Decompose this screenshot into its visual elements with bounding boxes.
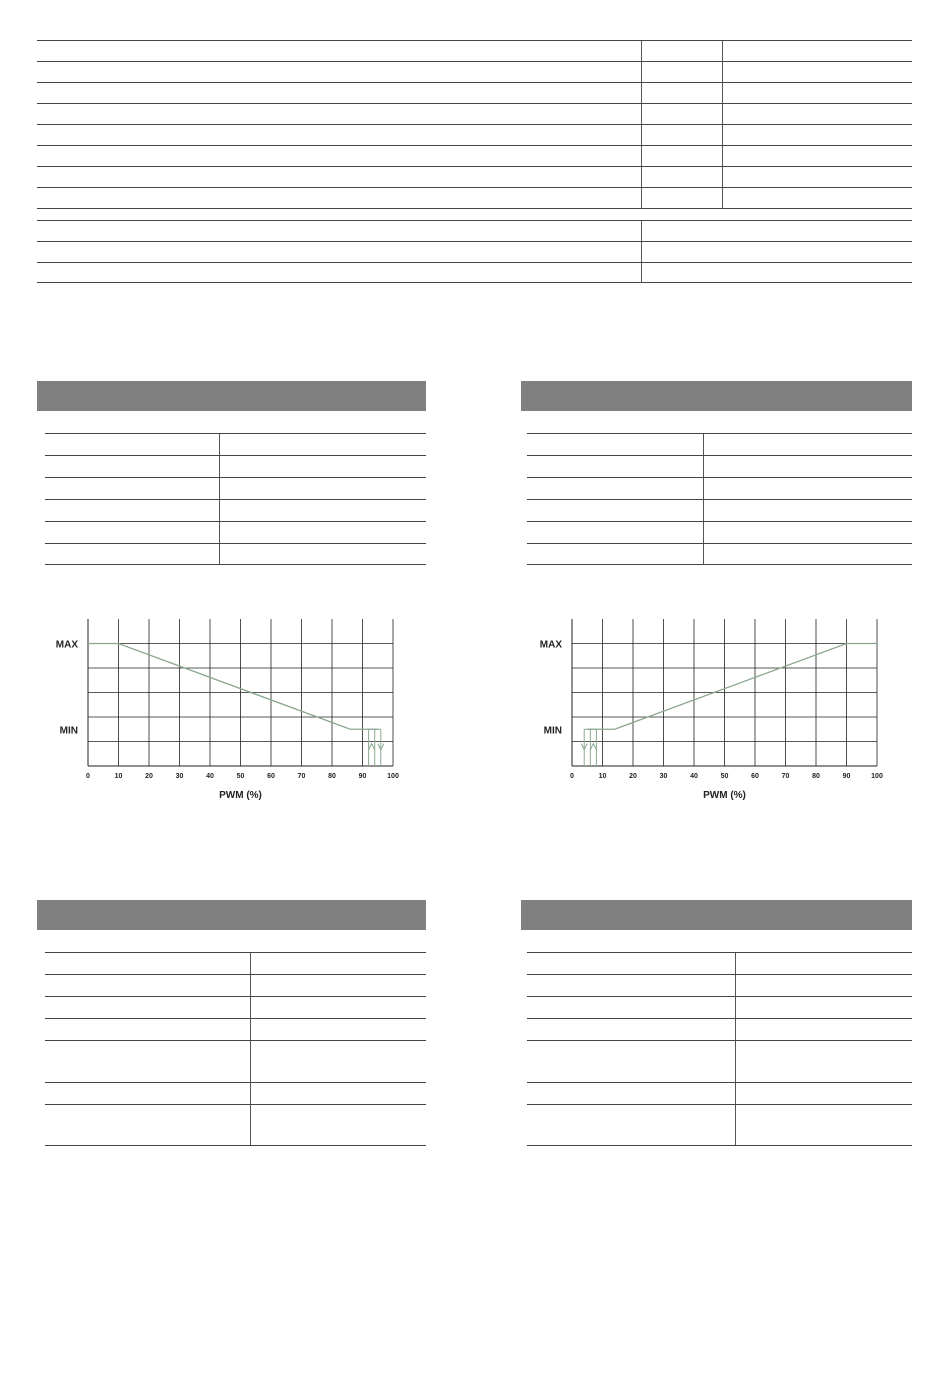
param-table-right [527, 433, 912, 565]
param-row [45, 499, 426, 521]
x-tick-label: 20 [629, 773, 637, 780]
param-row [527, 1082, 912, 1104]
panel-header-left [37, 381, 426, 411]
x-tick-label: 100 [871, 773, 883, 780]
x-tick-label: 60 [751, 773, 759, 780]
param-row [45, 433, 426, 455]
panel-header-left-2 [37, 900, 426, 930]
spec-row [37, 187, 912, 208]
series-line [587, 644, 877, 730]
param-row [45, 952, 426, 974]
param-row [45, 1040, 426, 1082]
param-row [45, 455, 426, 477]
param-row [527, 1040, 912, 1082]
spec-row [37, 262, 912, 283]
spec-row [37, 82, 912, 103]
spec-row [37, 166, 912, 187]
x-tick-label: 90 [842, 773, 851, 780]
arrow-up-icon [590, 744, 596, 750]
x-tick-label: 100 [387, 773, 399, 780]
spec-row [37, 220, 912, 241]
x-tick-label: 70 [297, 773, 306, 780]
param-row [527, 952, 912, 974]
x-tick-label: 50 [720, 773, 729, 780]
x-tick-label: 40 [690, 773, 698, 780]
series-line [88, 644, 378, 730]
spec-row [37, 40, 912, 61]
spec-row [37, 124, 912, 145]
panel-header-right [521, 381, 912, 411]
x-tick-label: 80 [328, 773, 336, 780]
param-row [527, 521, 912, 543]
param-row [527, 455, 912, 477]
param-row [45, 974, 426, 996]
x-tick-label: 50 [236, 773, 245, 780]
x-tick-label: 0 [86, 773, 90, 780]
x-tick-label: 30 [175, 773, 184, 780]
x-tick-label: 90 [358, 773, 367, 780]
x-tick-label: 40 [206, 773, 214, 780]
y-tick-label: MIN [543, 725, 562, 737]
x-tick-label: 10 [598, 773, 607, 780]
x-tick-label: 30 [659, 773, 668, 780]
param-row [527, 1104, 912, 1146]
x-tick-label: 0 [570, 773, 574, 780]
x-tick-label: 70 [781, 773, 790, 780]
param-row [45, 521, 426, 543]
param-row [527, 433, 912, 455]
spec-divider [37, 208, 912, 220]
spec-row [37, 103, 912, 124]
param-row [527, 477, 912, 499]
param-table-left [45, 433, 426, 565]
spec-row [37, 241, 912, 262]
spec-row [37, 61, 912, 82]
y-tick-label: MAX [539, 639, 562, 651]
pwm-chart-right [524, 610, 904, 810]
param-row [527, 996, 912, 1018]
param-row [527, 499, 912, 521]
pwm-chart-left [40, 610, 420, 810]
param-row [527, 974, 912, 996]
y-tick-label: MIN [59, 725, 78, 737]
x-axis-label: PWM (%) [219, 790, 262, 801]
spec-row [37, 145, 912, 166]
param-row [527, 1018, 912, 1040]
x-tick-label: 10 [114, 773, 123, 780]
param-row [45, 996, 426, 1018]
param-row [45, 1104, 426, 1146]
y-tick-label: MAX [55, 639, 78, 651]
param-row [45, 543, 426, 565]
param-row [45, 1082, 426, 1104]
x-axis-label: PWM (%) [703, 790, 746, 801]
spec-table [37, 40, 912, 283]
x-tick-label: 20 [145, 773, 153, 780]
x-tick-label: 80 [812, 773, 820, 780]
x-tick-label: 60 [267, 773, 275, 780]
arrow-up-icon [369, 744, 375, 750]
param-row [527, 543, 912, 565]
param-table-left-2 [45, 952, 426, 1146]
param-row [45, 1018, 426, 1040]
panel-header-right-2 [521, 900, 912, 930]
param-table-right-2 [527, 952, 912, 1146]
param-row [45, 477, 426, 499]
